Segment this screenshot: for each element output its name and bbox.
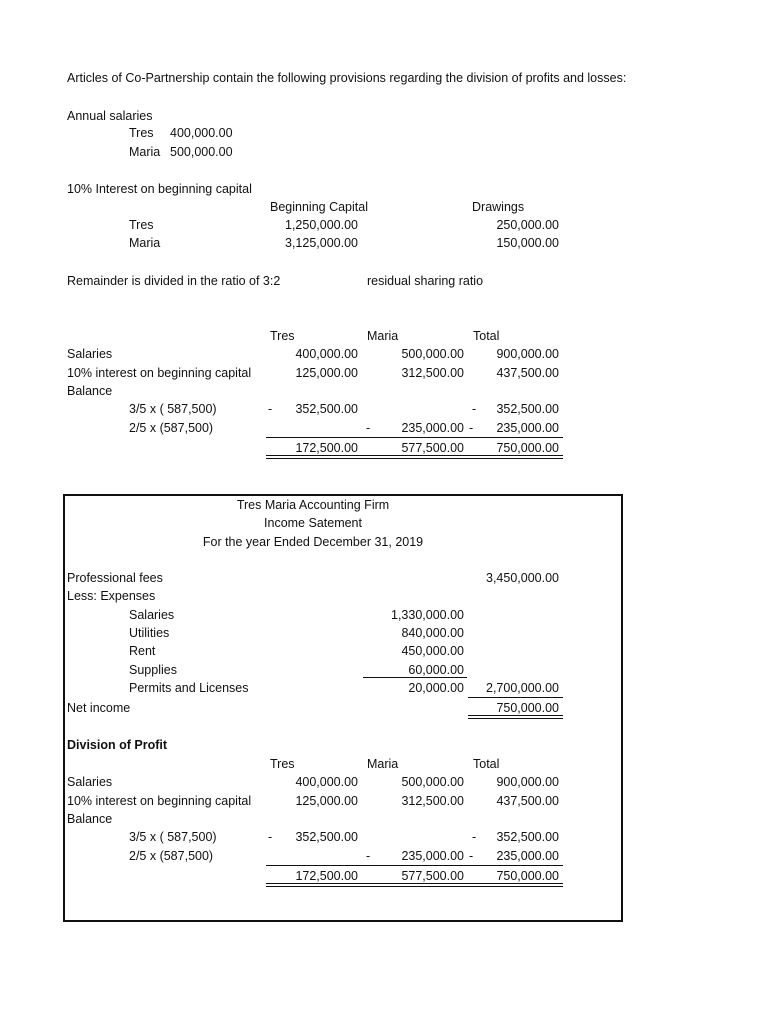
total-total: 750,000.00 — [496, 869, 559, 883]
ratio-tres-label: 3/5 x ( 587,500) — [129, 402, 217, 416]
division-of-profit-heading: Division of Profit — [67, 738, 167, 752]
total-maria: 577,500.00 — [401, 869, 464, 883]
col-header-total: Total — [473, 757, 500, 771]
interest-label: 10% interest on beginning capital — [67, 366, 252, 380]
salaries-tres: 400,000.00 — [295, 775, 358, 789]
drawings-header: Drawings — [472, 200, 525, 214]
col-header-total: Total — [473, 329, 500, 343]
statement-period: For the year Ended December 31, 2019 — [202, 535, 424, 549]
firm-name: Tres Maria Accounting Firm — [236, 498, 390, 512]
professional-fees-amount: 3,450,000.00 — [486, 571, 559, 585]
balance-label: Balance — [67, 812, 113, 826]
ratio-maria-dash: - — [366, 421, 371, 435]
salaries-total: 900,000.00 — [496, 775, 559, 789]
ratio-tres-total: 352,500.00 — [496, 830, 559, 844]
salaries-maria: 500,000.00 — [401, 775, 464, 789]
ratio-maria-dash2: - — [469, 421, 474, 435]
capital-name-maria: Maria — [129, 236, 161, 250]
interest-maria: 312,500.00 — [401, 366, 464, 380]
net-income-rule — [468, 697, 563, 698]
total-double-rule — [266, 455, 563, 459]
ratio-tres-amount: 352,500.00 — [295, 830, 358, 844]
ratio-maria-amount: 235,000.00 — [401, 421, 464, 435]
capital-amount-maria: 3,125,000.00 — [285, 236, 358, 250]
salary-amount-tres: 400,000.00 — [170, 126, 233, 140]
expense-label: Permits and Licenses — [129, 681, 249, 695]
total-tres: 172,500.00 — [295, 869, 358, 883]
ratio-maria-total: 235,000.00 — [496, 421, 559, 435]
salaries-label: Salaries — [67, 775, 113, 789]
subtotal-rule — [266, 865, 563, 866]
total-maria: 577,500.00 — [401, 441, 464, 455]
salary-name-tres: Tres — [129, 126, 154, 140]
interest-maria: 312,500.00 — [401, 794, 464, 808]
col-header-tres: Tres — [270, 329, 295, 343]
ratio-tres-dash: - — [268, 830, 273, 844]
interest-total: 437,500.00 — [496, 366, 559, 380]
expense-label: Rent — [129, 644, 156, 658]
ratio-tres-dash2: - — [472, 402, 477, 416]
salaries-label: Salaries — [67, 347, 113, 361]
ratio-maria-label: 2/5 x (587,500) — [129, 421, 214, 435]
col-header-tres: Tres — [270, 757, 295, 771]
col-header-maria: Maria — [367, 757, 399, 771]
total-expenses-amount: 2,700,000.00 — [486, 681, 559, 695]
annual-salaries-heading: Annual salaries — [67, 109, 153, 123]
interest-total: 437,500.00 — [496, 794, 559, 808]
drawings-amount-maria: 150,000.00 — [496, 236, 559, 250]
interest-tres: 125,000.00 — [295, 366, 358, 380]
total-total: 750,000.00 — [496, 441, 559, 455]
ratio-maria-total: 235,000.00 — [496, 849, 559, 863]
expense-amount: 450,000.00 — [401, 644, 464, 658]
expenses-rule — [363, 677, 467, 678]
expense-label: Salaries — [129, 608, 175, 622]
net-income-double-rule — [468, 715, 563, 719]
interest-label: 10% interest on beginning capital — [67, 794, 252, 808]
ratio-maria-amount: 235,000.00 — [401, 849, 464, 863]
ratio-maria-label: 2/5 x (587,500) — [129, 849, 214, 863]
expense-amount: 20,000.00 — [408, 681, 464, 695]
ratio-tres-label: 3/5 x ( 587,500) — [129, 830, 217, 844]
expense-amount: 840,000.00 — [401, 626, 464, 640]
net-income-label: Net income — [67, 701, 131, 715]
capital-amount-tres: 1,250,000.00 — [285, 218, 358, 232]
total-double-rule — [266, 883, 563, 887]
ratio-tres-amount: 352,500.00 — [295, 402, 358, 416]
salary-amount-maria: 500,000.00 — [170, 145, 233, 159]
ratio-maria-dash: - — [366, 849, 371, 863]
salaries-total: 900,000.00 — [496, 347, 559, 361]
salaries-maria: 500,000.00 — [401, 347, 464, 361]
capital-name-tres: Tres — [129, 218, 154, 232]
expense-amount: 1,330,000.00 — [391, 608, 464, 622]
less-expenses-label: Less: Expenses — [67, 589, 156, 603]
remainder-text: Remainder is divided in the ratio of 3:2 — [67, 274, 281, 288]
salary-name-maria: Maria — [129, 145, 161, 159]
interest-heading: 10% Interest on beginning capital — [67, 182, 252, 196]
interest-tres: 125,000.00 — [295, 794, 358, 808]
expense-amount: 60,000.00 — [408, 663, 464, 677]
beginning-capital-header: Beginning Capital — [270, 200, 368, 214]
professional-fees-label: Professional fees — [67, 571, 163, 585]
statement-title: Income Satement — [264, 516, 362, 530]
salaries-tres: 400,000.00 — [295, 347, 358, 361]
subtotal-rule — [266, 437, 563, 438]
drawings-amount-tres: 250,000.00 — [496, 218, 559, 232]
total-tres: 172,500.00 — [295, 441, 358, 455]
ratio-maria-dash2: - — [469, 849, 474, 863]
ratio-tres-total: 352,500.00 — [496, 402, 559, 416]
net-income-amount: 750,000.00 — [496, 701, 559, 715]
intro-text: Articles of Co-Partnership contain the following provisions regarding the division of profits and losses: — [67, 71, 627, 85]
ratio-tres-dash: - — [268, 402, 273, 416]
residual-ratio-note: residual sharing ratio — [367, 274, 484, 288]
balance-label: Balance — [67, 384, 113, 398]
ratio-tres-dash2: - — [472, 830, 477, 844]
expense-label: Utilities — [129, 626, 170, 640]
expense-label: Supplies — [129, 663, 177, 677]
col-header-maria: Maria — [367, 329, 399, 343]
